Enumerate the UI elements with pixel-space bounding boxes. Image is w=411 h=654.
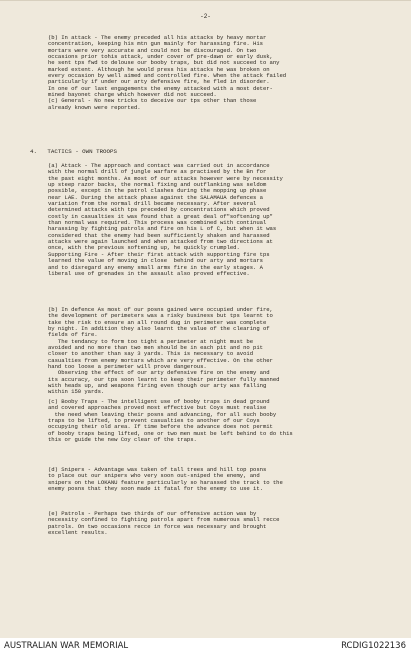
- text-line: and covered approaches proved most effective but Coys must realise: [48, 404, 267, 412]
- text-line: snipers on the LOKANU feature particularly so harassed the track to the: [48, 478, 283, 486]
- text-line: marked extent. Although he would press his attacks he was broken on: [48, 65, 270, 73]
- text-line: traps to be lifted, to prevent casualties to another of our Coys: [48, 417, 260, 425]
- text-line: necessity confined to fighting patrols apart from numerous small recce: [48, 516, 280, 524]
- text-line: this or guide the new Coy clear of the traps.: [48, 436, 197, 444]
- text-line: than normal was required. This process was combined with continual: [48, 219, 267, 227]
- paragraph: [48, 35, 400, 111]
- text-line: (a) Attack - The approach and contact was carried out in accordance: [48, 162, 270, 169]
- text-line: and to disregard any enemy small arms fire in the early stages. A: [48, 263, 263, 271]
- text-line: (b) In defence As most of our posns gained were occupied under fire,: [48, 306, 273, 313]
- text-line: (e) Patrols - Perhaps two thirds of our offensive action was by: [48, 510, 257, 517]
- text-line: (b) In attack - The enemy preceded all his attacks by heavy mortar: [48, 34, 267, 41]
- text-line: determined attacks with tps preceded by concentrations which proved: [48, 206, 270, 214]
- footer-record-id: RCDIG1022136: [341, 641, 406, 651]
- text-line: the past eight months. As most of our attacks however were by necessity: [48, 174, 283, 182]
- text-line: closer to another than say 3 yards. This is necessary to avoid: [48, 350, 254, 358]
- paragraph: [48, 399, 400, 443]
- text-line: casualties from enemy mortars which are very effective. On the other: [48, 356, 273, 364]
- text-line: take the risk to ensure an all round dug in perimeter was complete: [48, 318, 267, 326]
- text-line: excellent results.: [48, 529, 108, 537]
- page-number: -2-: [200, 13, 211, 20]
- footer-institution: AUSTRALIAN WAR MEMORIAL: [4, 641, 129, 651]
- text-line: Observing the effect of our arty defensive fire on the enemy and: [48, 369, 270, 377]
- text-line: once, with the previous softening up, he quickly crumpled.: [48, 244, 240, 252]
- text-line: the development of perimeters was a risky business but tps learnt to: [48, 312, 273, 320]
- text-line: occasions prior tohis attack, under cover of pre-dawn or early dusk,: [48, 53, 273, 61]
- text-line: costly in casualties it was found that a great deal of"softening up": [48, 212, 273, 220]
- text-line: Supporting Fire - After their first attack with supporting fire tps: [48, 250, 270, 258]
- text-line: by night. In addition they also learnt the value of the clearing of: [48, 325, 270, 333]
- text-line: near LAE. During the attack phase against the SALAMAUA defences a: [48, 193, 263, 201]
- text-line: the need when leaving their posns and advancing, for all such booby: [48, 410, 277, 418]
- text-line: (c) Booby Traps - The intelligent use of booby traps in dead ground: [48, 398, 270, 405]
- text-line: up steep razor backs, the normal fixing and outflanking was seldom: [48, 181, 267, 189]
- text-line: particularly if under our arty defensive fire, he fled in disorder.: [48, 78, 270, 86]
- text-line: mined bayonet charge which however did not succeed.: [48, 91, 217, 99]
- text-line: enemy posns that they soon made it fatal for the enemy to use it.: [48, 485, 263, 493]
- text-line: mortars were very accurate and could not be discouraged. On two: [48, 46, 257, 54]
- paragraph: [48, 163, 400, 277]
- text-line: avoided and no more than two men should be in each pit and no pit: [48, 344, 263, 352]
- text-line: harassing by fighting patrols and fire on his L of C, but when it was: [48, 225, 277, 233]
- paragraph: [48, 307, 400, 396]
- text-line: occupying their old area. If time before the advance does not permit: [48, 423, 273, 431]
- text-line: (c) General - No new tricks to deceive our tps other than those: [48, 97, 257, 105]
- text-line: already known were reported.: [48, 103, 141, 111]
- text-line: fields of fire.: [48, 331, 98, 339]
- archive-footer: [0, 638, 411, 654]
- text-line: with heads up, and weapons firing even though our arty was falling: [48, 382, 267, 390]
- paragraph: [48, 467, 400, 492]
- text-line: he sent tps fwd to delouse our booby traps, but did not succeed to any: [48, 59, 280, 67]
- text-line: hand too loose a perimeter will prove dangerous.: [48, 363, 207, 371]
- text-line: The tendancy to form too tight a perimeter at night must be: [48, 337, 254, 345]
- text-line: learned the value of moving in close behind our arty and mortars: [48, 257, 263, 265]
- text-line: its accuracy, our tps soon learnt to keep their perimeter fully manned: [48, 375, 280, 383]
- paragraph: [48, 511, 400, 536]
- text-line: concentration, keeping his mtn gun mainly for harassing fire. His: [48, 40, 263, 48]
- text-line: variation from the normal drill became necessary. After several: [48, 200, 257, 208]
- text-line: considered that the enemy had been sufficiently shaken and harassed: [48, 231, 270, 239]
- text-line: patrols. On two occasions recce in force was necessary and brought: [48, 522, 267, 530]
- text-line: every occasion by well aimed and controlled fire. When the attack failed: [48, 72, 287, 80]
- text-line: to place out our snipers who very soon out-sniped the enemy, and: [48, 472, 260, 480]
- text-line: within 150 yards.: [48, 388, 105, 396]
- text-line: of booby traps being lifted, one or two men must be left behind to do this: [48, 429, 293, 437]
- section-heading: 4. TACTICS - OWN TROOPS: [30, 148, 117, 155]
- text-line: with the normal drill of jungle warfare as practised by the Bn for: [48, 168, 267, 176]
- text-line: possible, except in the patrol clashes during the mopping up phase: [48, 187, 267, 195]
- text-line: In one of our last engagements the enemy attacked with a most deter-: [48, 84, 273, 92]
- text-line: attacks were again launched and when attacked from two directions at: [48, 238, 273, 246]
- text-line: liberal use of grenades in the assault also proved effective.: [48, 269, 250, 277]
- text-line: (d) Snipers - Advantage was taken of tall trees and hill top posns: [48, 466, 267, 473]
